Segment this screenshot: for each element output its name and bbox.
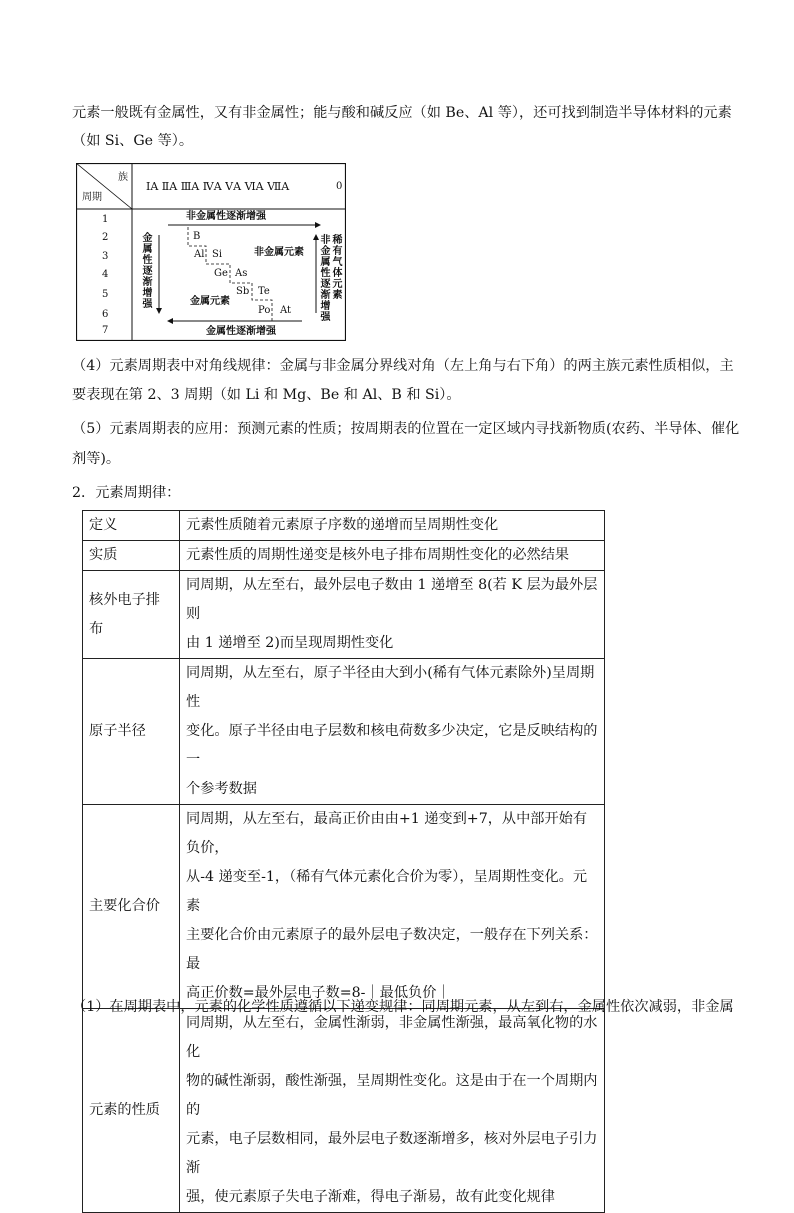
period-2: 2 xyxy=(102,232,109,243)
row-line: 主要化合价由元素原子的最外层电子数决定，一般存在下列关系：最 xyxy=(186,927,598,972)
period-1: 1 xyxy=(102,214,109,225)
row-line: 元素性质的周期性递变是核外电子排布周期性变化的必然结果 xyxy=(186,547,570,563)
para-4-line-2: 要表现在第 2、3 周期（如 Li 和 Mg、Be 和 Al、B 和 Si）。 xyxy=(72,387,461,403)
row-value xyxy=(180,571,605,659)
period-4: 4 xyxy=(102,269,109,280)
element-po: Po xyxy=(258,305,271,316)
element-si: Si xyxy=(212,249,223,260)
para-5-line-2: 剂等)。 xyxy=(72,451,121,467)
group-zero-label: 0 xyxy=(336,181,343,192)
right-vertical-label-2: 稀有气体元素 xyxy=(332,235,343,301)
period-5: 5 xyxy=(102,289,109,300)
row-line: 从-4 递变至-1，（稀有气体元素化合价为零），呈周期性变化。元素 xyxy=(186,869,588,914)
row-value xyxy=(180,541,605,571)
table-row xyxy=(83,541,605,571)
row-line: 物的碱性渐弱，酸性渐强，呈周期性变化。这是由于在一个周期内的 xyxy=(186,1073,598,1118)
row-line: 同周期，从左至右，最外层电子数由 1 递增至 8(若 K 层为最外层则 xyxy=(186,577,598,622)
row-key: 实质 xyxy=(83,541,180,571)
right-vertical-label-1: 非金属性逐渐增强 xyxy=(320,235,331,323)
element-at: At xyxy=(280,305,292,316)
element-ge: Ge xyxy=(214,268,228,279)
region-metal-label: 金属元素 xyxy=(190,296,230,307)
row-value xyxy=(180,511,605,541)
intro-line-2: （如 Si、Ge 等）。 xyxy=(72,133,194,149)
para-4-line-1: （4）元素周期表中对角线规律：金属与非金属分界线对角（左上角与右下角）的两主族元素性质相似，主 xyxy=(72,358,734,374)
row-key: 主要化合价 xyxy=(83,805,180,1009)
header-period-label: 周期 xyxy=(82,192,102,203)
group-labels: ⅠA ⅡA ⅢA ⅣA ⅤA ⅥA ⅦA xyxy=(146,180,290,193)
header-group-label: 族 xyxy=(118,172,128,183)
periodic-law-table xyxy=(82,510,605,1213)
period-6: 6 xyxy=(102,309,109,320)
row-line: 变化。原子半径由电子层数和核电荷数多少决定，它是反映结构的一 xyxy=(186,723,598,768)
row-line: 同周期，从左至右，原子半径由大到小(稀有气体元素除外)呈周期性 xyxy=(186,665,595,710)
period-7: 7 xyxy=(102,325,109,336)
row-key: 定义 xyxy=(83,511,180,541)
bottom-arrow-label: 金属性逐渐增强 xyxy=(206,326,276,337)
section-2-heading: 2．元素周期律： xyxy=(72,485,181,501)
row-value xyxy=(180,805,605,1009)
element-te: Te xyxy=(258,286,270,297)
row-line: 元素，电子层数相同，最外层电子数逐渐增多，核对外层电子引力渐 xyxy=(186,1131,598,1176)
row-value xyxy=(180,659,605,805)
table-row xyxy=(83,571,605,659)
table-row xyxy=(83,659,605,805)
footer-para-1-line-1: （1）在周期表中，元素的化学性质遵循以下递变规律：同周期元素，从左到右，金属性依次减弱，非金属 xyxy=(72,999,734,1015)
row-line: 个参考数据 xyxy=(186,781,257,797)
row-key-line: 核外电子排 xyxy=(89,591,160,608)
top-arrow-label: 非金属性逐渐增强 xyxy=(186,211,266,222)
period-3: 3 xyxy=(102,251,109,262)
row-line: 由 1 递增至 2)而呈现周期性变化 xyxy=(186,635,394,651)
row-line: 元素性质随着元素原子序数的递增而呈周期性变化 xyxy=(186,517,499,533)
row-key xyxy=(83,571,180,659)
element-al: Al xyxy=(194,249,205,260)
element-sb: Sb xyxy=(236,286,250,297)
row-key: 元素的性质 xyxy=(83,1009,180,1213)
left-vertical-label: 金属性逐渐增强 xyxy=(142,233,153,310)
row-value xyxy=(180,1009,605,1213)
region-nonmetal-label: 非金属元素 xyxy=(254,247,304,258)
element-as: As xyxy=(235,268,248,279)
intro-line-1: 元素一般既有金属性，又有非金属性；能与酸和碱反应（如 Be、Al 等），还可找到制造半导体材料的元素 xyxy=(72,105,732,121)
row-line: 同周期，从左至右，最高正价由由+1 递变到+7，从中部开始有负价， xyxy=(186,811,588,856)
row-line: 同周期，从左至右，金属性渐弱，非金属性渐强，最高氧化物的水化 xyxy=(186,1015,598,1060)
para-5-line-1: （5）元素周期表的应用：预测元素的性质；按周期表的位置在一定区域内寻找新物质(农药、半导体、催化 xyxy=(72,421,740,437)
periodic-table-figure xyxy=(76,163,346,341)
row-line: 高正价数=最外层电子数=8-｜最低负价｜ xyxy=(186,985,451,1001)
table-row xyxy=(83,1009,605,1213)
row-line: 强，使元素原子失电子渐难，得电子渐易，故有此变化规律 xyxy=(186,1189,555,1205)
table-row xyxy=(83,511,605,541)
row-key: 原子半径 xyxy=(83,659,180,805)
row-key-line: 布 xyxy=(89,620,104,637)
element-b: B xyxy=(193,231,201,242)
table-row xyxy=(83,805,605,1009)
